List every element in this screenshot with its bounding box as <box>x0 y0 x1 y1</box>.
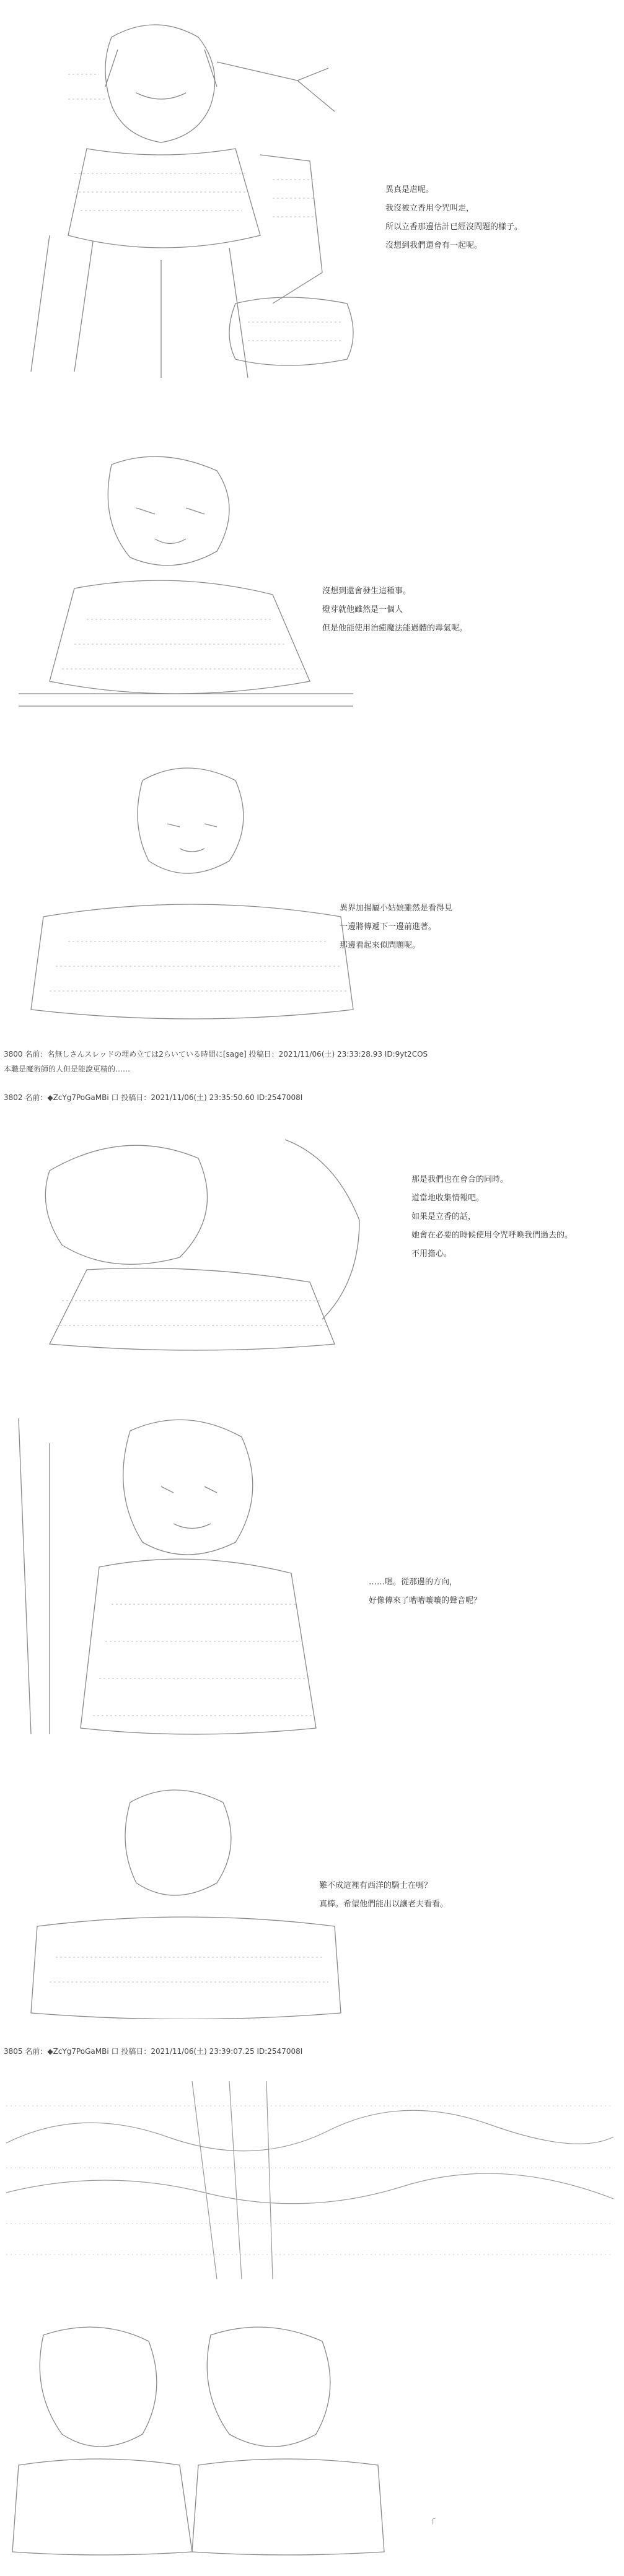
post-header: 3802 名前：◆ZcYg7PoGaMBi 口 投稿日：2021/11/06(土) 23:35:50.60 ID:2547008I <box>4 1093 303 1102</box>
dialog-line: 那邊看起來似問題呢。 <box>340 941 421 950</box>
panel-8 <box>0 2304 624 2564</box>
panel-3 <box>0 743 624 1041</box>
panel-1 <box>0 0 624 396</box>
dialog-lines <box>411 1171 573 1264</box>
ascii-art-scenery-landscape <box>6 2069 613 2292</box>
dialog-line: 但是他能使用治癒魔法能過體的毒氣呢。 <box>322 624 468 633</box>
dialog-line: 異真是虐呢。 <box>385 185 434 194</box>
panel-2 <box>0 434 624 731</box>
dialog-lines <box>369 1573 481 1610</box>
dialog-line: 那是我們也在會合的同時。 <box>411 1175 509 1184</box>
panel-4 <box>0 1109 624 1375</box>
ascii-art-character-small-girl <box>19 756 366 1022</box>
dialog-line: 道當地收集情報吧。 <box>411 1194 485 1203</box>
dialog-line: 我沒被立香用令咒叫走， <box>385 204 475 213</box>
dialog-line: 沒想到我們還會有一起呢。 <box>385 241 483 250</box>
dialog-line: 難不成這裡有西洋的騎士在嗎？ <box>319 1881 433 1890</box>
dialog-lines <box>322 582 467 638</box>
dialog-line: 燈芽就他雖然是一個人 <box>322 605 403 614</box>
dialog-line: 真棒。希望他們能出以讓老夫看看。 <box>319 1900 449 1909</box>
dialog-lines <box>340 899 452 955</box>
ascii-art-character-caster <box>12 446 359 718</box>
post-header: 3800 名前：名無しさんスレッドの埋め立ては2らいている時間に[sage] 投稿日：2021/11/06(土) 23:33:28.93 ID:9yt2COS <box>4 1050 428 1059</box>
dialog-lines <box>319 1877 448 1914</box>
post-body: 本職是魔術師的人但是能說更精的…… <box>4 1065 131 1073</box>
dialog-line: ……嗯。從那邊的方向， <box>369 1578 458 1587</box>
dialog-lines <box>385 181 522 255</box>
ascii-art-character-spearman <box>6 1406 359 1740</box>
dialog-line: 一邊將傳遞下一邊前進著。 <box>340 922 437 932</box>
dialog-line: 沒想到還會發生這種事。 <box>322 587 411 596</box>
panel-5 <box>0 1400 624 1747</box>
dialog-line: 異界加揚屬小姑娘雖然是看得見 <box>340 904 453 913</box>
dialog-lines <box>428 2515 436 2533</box>
ascii-art-characters-group <box>6 2310 390 2558</box>
ascii-art-character-archer <box>12 1121 384 1363</box>
panel-6 <box>0 1765 624 2032</box>
dialog-line: 不用擔心。 <box>411 1249 452 1259</box>
dialog-line: 好像傳來了嘈嘈嚷嚷的聲音呢？ <box>369 1596 482 1605</box>
post-header: 3805 名前：◆ZcYg7PoGaMBi 口 投稿日：2021/11/06(土) 23:39:07.25 ID:2547008I <box>4 2047 303 2056</box>
panel-7 <box>0 2063 624 2298</box>
dialog-line: 如果是立香的話， <box>411 1212 477 1221</box>
ascii-art-character-small-girl <box>19 1778 353 2019</box>
dialog-line: 「 <box>428 2519 436 2528</box>
ascii-art-character-swordsman <box>12 12 359 384</box>
dialog-line: 所以立香那邊估計已經沒問題的樣子。 <box>385 222 523 232</box>
dialog-line: 她會在必要的時候使用令咒呼喚我們過去的。 <box>411 1231 573 1240</box>
